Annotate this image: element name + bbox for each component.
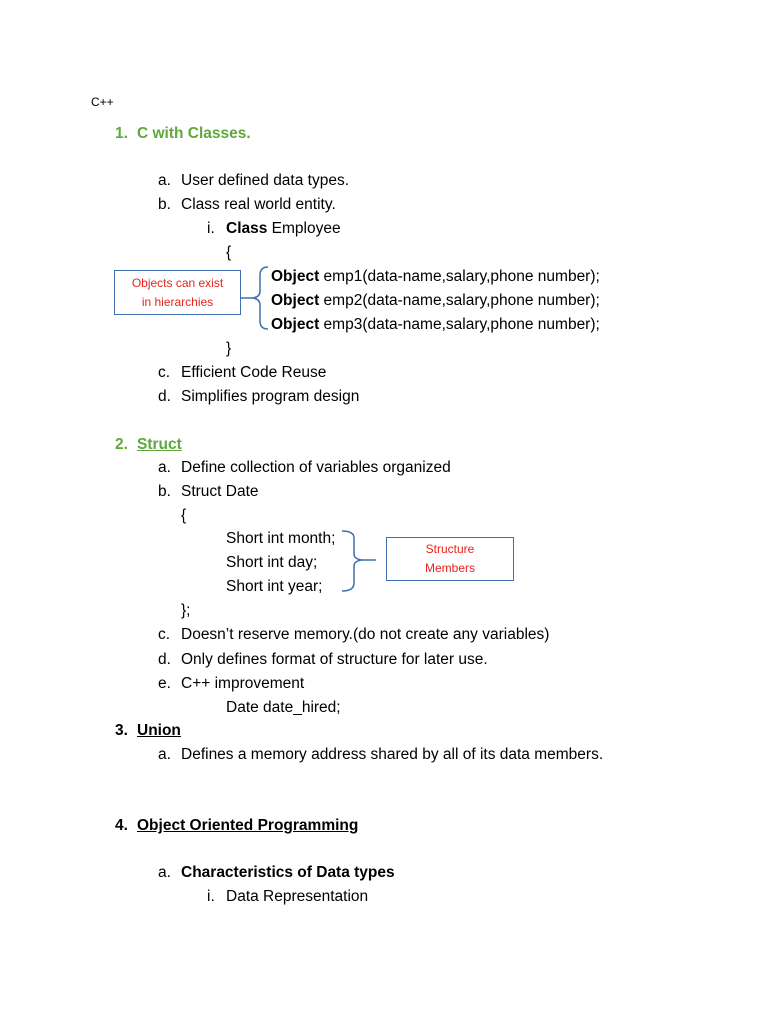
s1-c-marker: c.: [158, 364, 171, 381]
struct-member-month: Short int month;: [226, 530, 336, 547]
class-name: Employee: [267, 220, 341, 237]
members-brace-icon: [340, 528, 380, 594]
section-4-number: 4.: [115, 817, 128, 834]
object-emp1-line: [271, 267, 600, 287]
document-title: C++: [91, 95, 114, 109]
struct-member-day: Short int day;: [226, 554, 318, 571]
s2-b-text: Struct Date: [181, 483, 259, 500]
struct-member-year: Short int year;: [226, 578, 323, 595]
s1-d-text: Simplifies program design: [181, 388, 360, 405]
s2-e-marker: e.: [158, 675, 171, 692]
struct-close-brace: };: [181, 602, 191, 619]
objects-callout-line-1: Objects can exist: [131, 275, 224, 290]
members-callout-line-2: Members: [424, 561, 475, 575]
s1-a-marker: a.: [158, 172, 171, 189]
class-keyword: Class: [226, 220, 268, 237]
members-callout-line-1: Structure: [425, 542, 475, 556]
section-1-heading: C with Classes.: [137, 125, 251, 142]
object-emp2-line: [271, 291, 600, 311]
class-close-brace: }: [226, 340, 232, 357]
s2-e-code: Date date_hired;: [226, 699, 341, 716]
class-employee-line: [226, 219, 341, 239]
object-emp3-line: [271, 315, 600, 335]
section-3-number: 3.: [115, 722, 128, 739]
object-keyword: Object: [271, 268, 320, 285]
object-keyword: Object: [271, 316, 320, 333]
s4-a-text: Characteristics of Data types: [181, 864, 395, 881]
s2-e-text: C++ improvement: [181, 675, 305, 692]
s1-d-marker: d.: [158, 388, 171, 405]
s1-c-text: Efficient Code Reuse: [181, 364, 327, 381]
struct-open-brace: {: [181, 507, 187, 524]
s2-b-marker: b.: [158, 483, 171, 500]
s2-a-marker: a.: [158, 459, 171, 476]
structure-members-callout-box: [386, 537, 514, 581]
section-4-heading: Object Oriented Programming: [137, 817, 359, 834]
s4-i-text: Data Representation: [226, 888, 369, 905]
s2-a-text: Define collection of variables organized: [181, 459, 451, 476]
s1-i-marker: i.: [207, 220, 215, 237]
object-keyword: Object: [271, 292, 320, 309]
section-2-heading: Struct: [137, 436, 182, 453]
objects-callout-line-2: in hierarchies: [141, 294, 214, 309]
class-open-brace: {: [226, 244, 232, 261]
s1-b-marker: b.: [158, 196, 171, 213]
object-decl: emp2(data-name,salary,phone number);: [319, 292, 600, 309]
section-2-number: 2.: [115, 436, 128, 453]
objects-callout-box: [114, 270, 241, 315]
section-3-heading: Union: [137, 722, 181, 739]
s1-a-text: User defined data types.: [181, 172, 350, 189]
s2-c-text: Doesn’t reserve memory.(do not create any variables): [181, 626, 550, 643]
s1-b-text: Class real world entity.: [181, 196, 336, 213]
s4-a-marker: a.: [158, 864, 171, 881]
s4-i-marker: i.: [207, 888, 215, 905]
s2-d-text: Only defines format of structure for later use.: [181, 651, 488, 668]
s2-c-marker: c.: [158, 626, 171, 643]
s3-a-text: Defines a memory address shared by all of its data members.: [181, 746, 604, 763]
section-1-number: 1.: [115, 125, 128, 142]
s3-a-marker: a.: [158, 746, 171, 763]
object-decl: emp3(data-name,salary,phone number);: [319, 316, 600, 333]
objects-brace-icon: [240, 265, 270, 331]
s2-d-marker: d.: [158, 651, 171, 668]
object-decl: emp1(data-name,salary,phone number);: [319, 268, 600, 285]
